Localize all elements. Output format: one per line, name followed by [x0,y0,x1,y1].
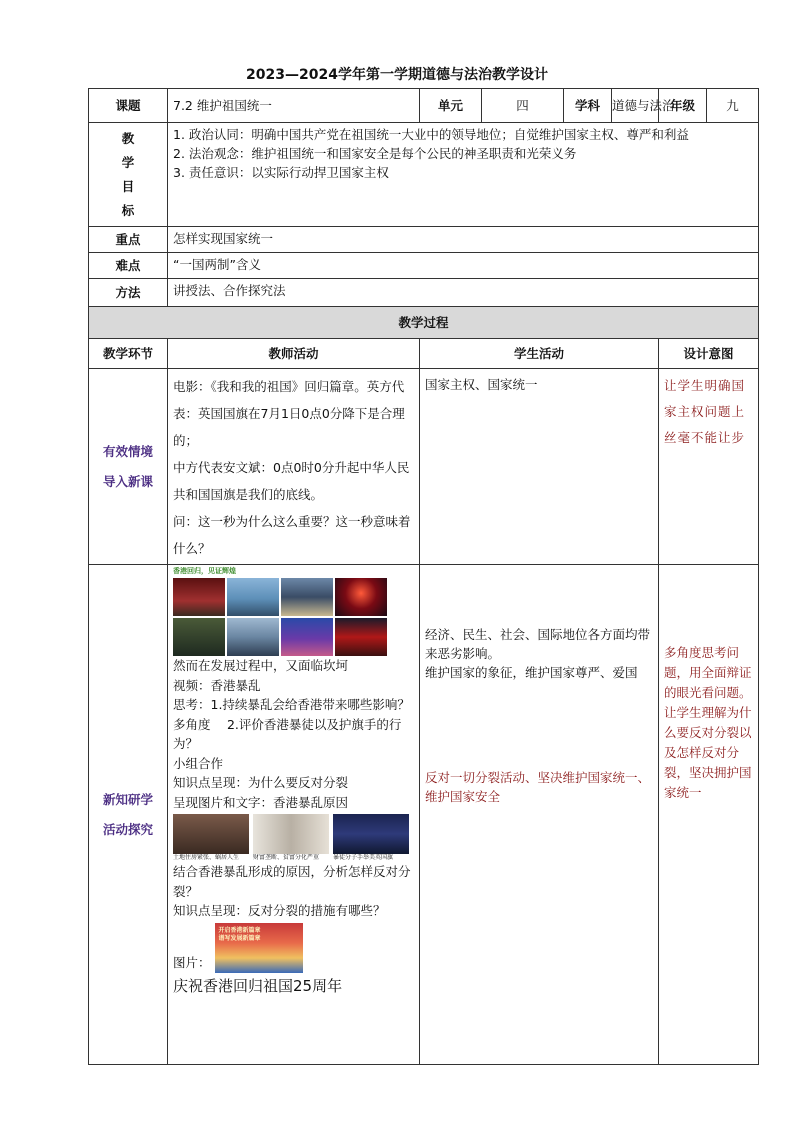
teacher-line: 知识点呈现：反对分裂的措施有哪些？ [173,903,386,918]
topic-label: 课题 [89,89,168,123]
method-text: 讲授法、合作探究法 [168,279,759,307]
teacher-line: 思考：1.持续暴乱会给香港带来哪些影响？多角度 2.评价香港暴徒以及护旗手的行为？ [173,697,410,751]
header-teacher: 教师活动 [168,339,420,369]
method-row [89,279,759,307]
student-line: 经济、民生、社会、国际地位各方面均带来恶劣影响。 [425,627,651,661]
subject-value: 道德与法治 [612,89,659,123]
difficulty-row [89,253,759,279]
stage-line: 导入新课 [102,473,153,489]
poster-line: 开启香港新篇章 [218,926,261,934]
topic-value: 7.2 维护祖国统一 [168,89,420,123]
info-row [89,89,759,123]
stage-line: 活动探究 [102,821,153,837]
header-student: 学生活动 [420,339,659,369]
key-point-text: 怎样实现国家统一 [168,227,759,253]
goals-label [89,123,168,227]
photo-flags [335,618,387,656]
image-label: 图片： [173,955,211,970]
difficulty-label: 难点 [89,253,168,279]
photo-skyline [281,618,333,656]
grade-value: 九 [707,89,759,123]
riot-image-housing [173,814,249,862]
riot-image-caption: 财富垄断、贫富分化严重 [253,854,320,861]
anniversary-caption: 庆祝香港回归祖国25周年 [173,976,343,995]
unit-label: 单元 [420,89,482,123]
goals-content [168,123,759,227]
poster-text [219,927,261,943]
riot-image-flags [333,814,409,862]
photo-parade [281,578,333,616]
process-header-row [89,339,759,369]
stage-explore [89,565,168,1065]
key-point-row [89,227,759,253]
riot-image-wealth [253,814,329,862]
student-activity-intro: 国家主权、国家统一 [420,369,659,565]
method-label: 方法 [89,279,168,307]
process-row-intro [89,369,759,565]
anniversary-poster [215,923,303,973]
photo-warship [227,618,279,656]
document-title: 2023—2024学年第一学期道德与法治教学设计 [246,67,548,83]
teacher-line: 中方代表安文斌：0点0时0分升起中华人民共和国国旗是我们的底线。 [173,460,410,502]
goals-label-char: 教 [121,130,135,146]
handover-photo-collage [173,567,393,656]
poster-line: 谱写发展新篇章 [218,934,261,942]
goal-item: 1. 政治认同：明确中国共产党在祖国统一大业中的领导地位；自觉维护国家主权、尊严和利益 [173,127,689,142]
process-section-row [89,307,759,339]
unit-value: 四 [482,89,564,123]
goals-label-char: 标 [121,202,135,218]
student-line: 反对一切分裂活动、坚决维护国家统一、维护国家安全 [425,770,651,804]
stage-line: 新知研学 [102,791,153,807]
goal-item: 3. 责任意识：以实际行动捍卫国家主权 [173,165,389,180]
teacher-line: 问：这一秒为什么这么重要？这一秒意味着什么？ [173,514,411,556]
anniversary-image-row [173,923,414,973]
design-intent-intro: 让学生明确国家主权问题上丝毫不能让步 [659,369,759,565]
student-line: 维护国家的象征，维护国家尊严、爱国 [425,665,638,680]
header-stage: 教学环节 [89,339,168,369]
housing-photo [173,814,249,854]
riot-cause-images [173,814,409,862]
teacher-line: 呈现图片和文字：香港暴乱原因 [173,794,349,810]
header-intent: 设计意图 [659,339,759,369]
teacher-activity-intro [168,369,420,565]
goal-item: 2. 法治观念：维护祖国统一和国家安全是每个公民的神圣职责和光荣义务 [173,146,577,161]
teacher-line: 知识点呈现：为什么要反对分裂 [173,775,349,790]
subject-label: 学科 [564,89,612,123]
flags-photo [333,814,409,854]
stage-line: 有效情境 [102,443,153,459]
photo-harbor [227,578,279,616]
process-section-title: 教学过程 [89,307,759,339]
goals-label-char: 学 [121,154,135,170]
student-activity-explore [420,565,659,1065]
design-intent-explore: 多角度思考问题，用全面辩证的眼光看问题。让学生理解为什么要反对分裂以及怎样反对分裂，坚决拥护国家统一 [659,565,759,1065]
teacher-activity-explore [168,565,420,1065]
teacher-line: 结合香港暴乱形成的原因，分析怎样反对分裂？ [173,864,411,899]
photo-ceremony [173,578,225,616]
teacher-line: 视频：香港暴乱 [173,677,261,693]
grade-label: 年级 [659,89,707,123]
key-point-label: 重点 [89,227,168,253]
riot-image-caption: 暴徒分子手举美英国旗 [333,854,394,861]
teacher-line: 电影：《我和我的祖国》回归篇章。英方代表：英国国旗在7月1日0点0分降下是合理的； [173,379,405,448]
goals-label-char: 目 [121,178,135,194]
photo-fireworks [335,578,387,616]
teacher-line: 小组合作 [173,755,224,771]
wealth-photo [253,814,329,854]
photo-collage-caption: 香港回归，见证辉煌 [173,567,236,575]
difficulty-text: “一国两制”含义 [168,253,759,279]
goals-row [89,123,759,227]
riot-image-caption: 土地住房紧张、蜗居人生 [173,854,240,861]
process-row-explore [89,565,759,1065]
photo-museum [173,618,225,656]
lesson-plan-table [88,88,759,1065]
teacher-line: 然而在发展过程中，又面临坎坷 [173,658,349,673]
stage-intro [89,369,168,565]
